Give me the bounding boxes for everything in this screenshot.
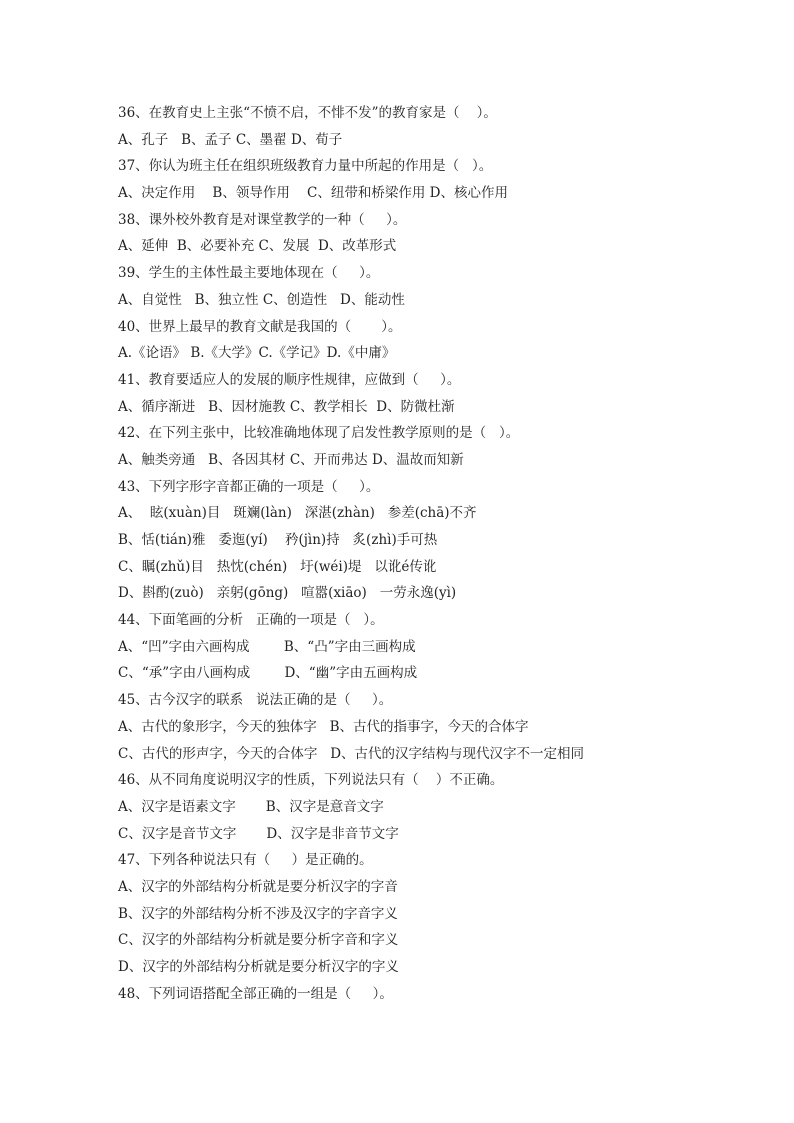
question-37: 37、你认为班主任在组织班级教育力量中所起的作用是（ ）。 [118, 158, 493, 175]
options-42: A、触类旁通 B、各因其材 C、开而弗达 D、温故而知新 [118, 451, 464, 468]
question-43: 43、下列字形字音都正确的一项是（ ）。 [118, 478, 380, 495]
options-44-ab: A、“凹”字由六画构成 B、“凸”字由三画构成 [118, 638, 416, 655]
option-43-a: A、 眩(xuàn)目 斑斓(làn) 深湛(zhàn) 参差(chā)不齐 [118, 505, 477, 522]
options-45-cd: C、古代的形声字，今天的合体字 D、古代的汉字结构与现代汉字不一定相同 [118, 745, 585, 762]
question-36: 36、在教育史上主张“不愤不启，不悱不发”的教育家是（ ）。 [118, 105, 497, 121]
question-39: 39、学生的主体性最主要地体现在（ ）。 [118, 265, 380, 282]
option-47-b: B、汉字的外部结构分析不涉及汉字的字音字义 [118, 905, 398, 922]
options-45-ab: A、古代的象形字，今天的独体字 B、古代的指事字，今天的合体字 [118, 718, 529, 735]
options-46-ab: A、汉字是语素文字 B、汉字是意音文字 [118, 798, 384, 815]
question-40: 40、世界上最早的教育文献是我国的（ ）。 [118, 318, 402, 335]
option-47-a: A、汉字的外部结构分析就是要分析汉字的字音 [118, 878, 398, 895]
question-48: 48、下列词语搭配全部正确的一组是（ ）。 [118, 985, 393, 1002]
option-43-c: C、瞩(zhǔ)目 热忱(chén) 圩(wéi)堤 以讹é传讹 [118, 558, 437, 575]
options-39: A、自觉性 B、独立性 C、创造性 D、能动性 [118, 291, 405, 308]
options-40: A.《论语》 B.《大学》C.《学记》D.《中庸》 [118, 345, 396, 362]
document-page [118, 100, 758, 1007]
options-36: A、孔子 B、孟子 C、墨翟 D、荀子 [118, 131, 343, 148]
question-42: 42、在下列主张中，比较准确地体现了启发性教学原则的是（ ）。 [118, 425, 520, 442]
options-41: A、循序渐进 B、因材施教 C、教学相长 D、防微杜渐 [118, 398, 455, 415]
question-41: 41、教育要适应人的发展的顺序性规律，应做到（ ）。 [118, 371, 461, 388]
options-46-cd: C、汉字是音节文字 D、汉字是非音节文字 [118, 825, 399, 842]
options-37: A、决定作用 B、领导作用 C、纽带和桥梁作用 D、核心作用 [118, 185, 508, 202]
option-43-d: D、斟酌(zuò) 亲躬(gōng) 喧嚣(xiāo) 一劳永逸(yì) [118, 585, 457, 602]
options-44-cd: C、“承”字由八画构成 D、“幽”字由五画构成 [118, 665, 418, 682]
question-38: 38、课外校外教育是对课堂教学的一种（ ）。 [118, 211, 407, 228]
question-47: 47、下列各种说法只有（ ）是正确的。 [118, 852, 373, 869]
options-38: A、延伸 B、必要补充 C、发展 D、改革形式 [118, 238, 397, 255]
question-45: 45、古今汉字的联系 说法正确的是（ ）。 [118, 692, 393, 709]
option-43-b: B、恬(tián)雅 委迤(yí) 矜(jìn)持 炙(zhì)手可热 [118, 532, 438, 548]
option-47-c: C、汉字的外部结构分析就是要分析字音和字义 [118, 932, 399, 949]
question-46: 46、从不同角度说明汉字的性质，下列说法只有（ ）不正确。 [118, 772, 504, 789]
question-44: 44、下面笔画的分析 正确的一项是（ ）。 [118, 612, 384, 629]
option-47-d: D、汉字的外部结构分析就是要分析汉字的字义 [118, 959, 399, 975]
